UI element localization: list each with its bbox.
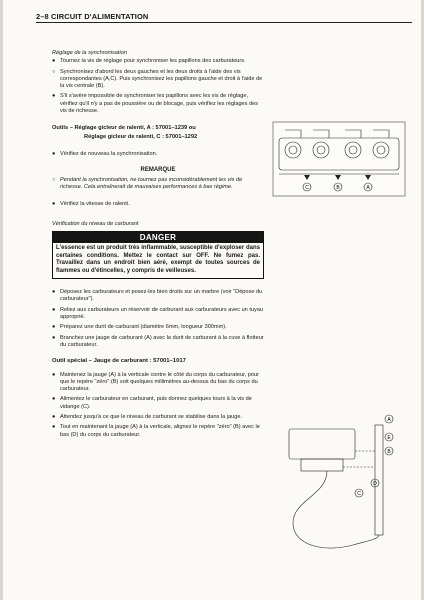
list-item-text: Synchronisez d'abord les deux gauches et les deux droits à l'aide des vis correspondantes (A,C). Puis synchronisez les papillons gauche et droit à l'aide de la vis centrale (B).	[60, 68, 263, 90]
list-item-text: Alimentez le carburateur en carburant, puis donnez quelques tours à la vis de vidange (C).	[60, 396, 252, 410]
callout-label: C	[305, 185, 309, 191]
list-item	[52, 372, 264, 394]
list-item	[52, 289, 264, 304]
list-item	[52, 335, 264, 350]
list-item	[52, 58, 264, 65]
list-item-text: Reliez aux carburateurs un réservoir de carburant aux carburateurs avec un tuyau approprié.	[60, 306, 264, 321]
list-item-text: Déposez les carburateurs et posez-les bien droits sur un marbre (voir "Dépose du carburateur").	[60, 289, 263, 303]
callout-label: B	[336, 185, 340, 191]
list-item-text: Préparez une durit de carburant (diamètre 6mm, longueur 300mm).	[60, 324, 227, 331]
bullet-icon: ○	[52, 176, 56, 183]
callout-label: B	[387, 449, 391, 455]
bullet-icon: ●	[52, 324, 56, 331]
list-item-text: Branchez une jauge de carburant (A) avec la durit de carburant à la cuve à flotteur du carburateur.	[60, 334, 264, 348]
callout-label: C	[357, 491, 361, 497]
list-item	[52, 93, 264, 115]
remarque-title: REMARQUE	[140, 166, 176, 173]
remarque-note	[52, 177, 264, 192]
fuel-gauge-figure	[283, 405, 401, 558]
carburetor-sync-figure	[271, 118, 407, 200]
callout-label: E	[387, 435, 391, 441]
list-item	[52, 396, 264, 411]
callout-label: D	[373, 481, 377, 487]
danger-text: L'essence est un produit très inflammable, susceptible d'exploser dans certaines conditions. Mettez le contact sur OFF. Ne fumez pas. Travaillez dans un endroit bien aéré, exempt de toutes sources de flammes ou d'étincelles, y compris de veilleuses.	[56, 245, 260, 274]
gauge-hose-link	[353, 535, 379, 545]
bullet-icon: ●	[52, 424, 56, 431]
tools-line-2: Réglage gicleur de ralenti, C : 57001–1292	[84, 134, 198, 141]
bullet-icon: ●	[52, 58, 56, 65]
bullet-icon: ●	[52, 200, 56, 207]
remarque-text: Pendant la synchronisation, ne tournez pas inconsidérablement les vis de richesse. Cela entraînerait de mauvaises performances à bas régime.	[60, 176, 243, 191]
list-item	[52, 424, 264, 439]
list-item	[52, 307, 264, 322]
sync-heading: Réglage de la synchronisation	[52, 50, 127, 56]
fuel-hose	[293, 471, 353, 548]
list-item-text: Maintenez la jauge (A) à la verticale contre le côté du corps du carburateur, pour que le repère "zéro" (B) soit quelques millimètres au-dessus du bas du corps du carburateur.	[60, 371, 259, 393]
list-item-text: S'il s'avère impossible de synchroniser les papillons avec les vis de réglage, vérifiez qu'il n'y a pas de poussière ou de blocage, puis vérifiez les réglages des vis de richesse.	[60, 93, 259, 115]
page-edge-left	[0, 0, 3, 600]
callout-label: A	[387, 417, 391, 423]
bullet-icon: ●	[52, 93, 56, 100]
header-rule	[36, 22, 412, 23]
list-item	[52, 69, 264, 91]
text-column	[52, 50, 264, 442]
list-item	[52, 324, 264, 331]
bullet-icon: ●	[52, 371, 56, 378]
bullet-icon: ●	[52, 151, 56, 158]
list-item-text: Tournez la vis de réglage pour synchroniser les papillons des carburateurs.	[60, 58, 246, 65]
spacer	[52, 279, 264, 289]
list-item	[52, 201, 264, 208]
danger-box	[52, 231, 264, 279]
bullet-icon: ○	[52, 68, 56, 75]
special-tool: Outil spécial – Jauge de carburant : 57001–1017	[52, 358, 186, 365]
carburetor-body	[289, 429, 355, 459]
tools-block	[52, 124, 264, 142]
callout-label: A	[366, 185, 370, 191]
tools-line-1: Outils – Réglage gicleur de ralenti, A : 57001–1239 ou	[52, 125, 196, 132]
bullet-icon: ●	[52, 396, 56, 403]
list-item	[52, 414, 264, 421]
bullet-icon: ●	[52, 334, 56, 341]
list-item-text: Tout en maintenant la jauge (A) à la verticale, alignez le repère "zéro" (B) avec le bas (D) du corps du carburateur.	[60, 424, 260, 438]
list-item-text: Vérifiez de nouveau la synchronisation.	[60, 151, 158, 158]
bullet-icon: ●	[52, 306, 56, 313]
danger-title: DANGER	[53, 232, 263, 243]
fuel-level-heading: Vérification du niveau de carburant	[52, 220, 139, 227]
list-item	[52, 151, 264, 158]
bullet-icon: ●	[52, 414, 56, 421]
page-header: 2–8 CIRCUIT D'ALIMENTATION	[36, 12, 149, 21]
fuel-gauge-tube	[375, 425, 383, 535]
list-item-text: Attendez jusqu'à ce que le niveau de carburant se stabilise dans la jauge.	[60, 414, 243, 421]
float-bowl	[301, 459, 343, 471]
bullet-icon: ●	[52, 289, 56, 296]
list-item-text: Vérifiez la vitesse de ralenti.	[60, 200, 130, 207]
spacer	[52, 211, 264, 221]
